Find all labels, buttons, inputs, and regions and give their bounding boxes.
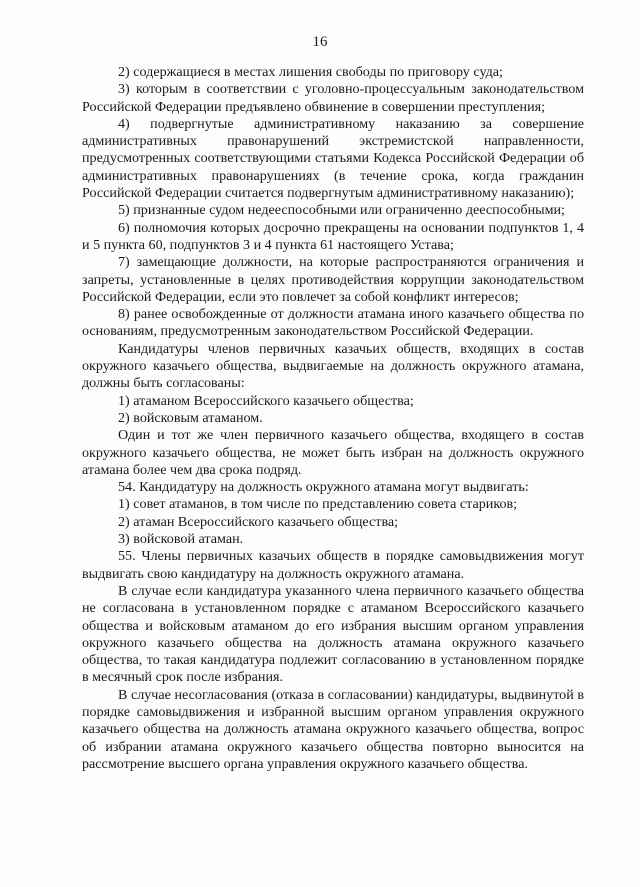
paragraph: 2) войсковым атаманом. (118, 409, 263, 426)
paragraph: 1) совет атаманов, в том числе по представлению совета стариков; (118, 496, 518, 513)
paragraph: 5) признанные судом недееспособными или ограниченно дееспособными; (118, 202, 565, 219)
paragraph: 2) содержащиеся в местах лишения свободы по приговору суда; (118, 64, 503, 80)
paragraph: 3) войсковой атаман. (118, 531, 244, 548)
paragraph: 6) полномочия которых досрочно прекращены на основании подпунктов 1, 4 и 5 пункта 60, подпунктов 3 и 4 пункта 61 настоящего Устава; (82, 219, 584, 253)
paragraph: 2) атаман Всероссийского казачьего общества; (118, 513, 399, 530)
page-number: 16 (312, 34, 328, 50)
paragraph: Один и тот же член первичного казачьего общества, входящего в состав окружного казачьего общества, не может быть избран на должность окружного атамана более чем два срока подряд. (82, 427, 584, 478)
paragraph: Кандидатуры членов первичных казачьих обществ, входящих в состав окружного казачьего общества, выдвигаемые на должность окружного атамана, должны быть согласованы: (82, 340, 584, 392)
paragraph: 1) атаманом Всероссийского казачьего общества; (118, 392, 414, 409)
paragraph: В случае несогласования (отказа в согласовании) кандидатуры, выдвинутой в порядке самовыдвижения и избранной высшим органом управления окружного казачьего общества на должность атамана окружного казачьего общества, вопрос об избрании атамана окружного казачьего общества повторно выносится на рассмотрение высшего органа управления окружного казачьего общества. (82, 686, 584, 772)
paragraph: В случае если кандидатура указанного члена первичного казачьего общества не согласована в установленном порядке с атаманом Всероссийского казачьего общества и войсковым атаманом до его избрания высшим органом управления окружного казачьего общества на должность атамана окружного казачьего общества, то такая кандидатура подлежит согласованию в установленном порядке в месячный срок после избрания. (82, 582, 584, 686)
paragraph: 3) которым в соответствии с уголовно-процессуальным законодательством Российской Федерации предъявлено обвинение в совершении преступления; (82, 81, 584, 115)
paragraph: 54. Кандидатуру на должность окружного атамана могут выдвигать: (118, 479, 529, 496)
paragraph: 55. Члены первичных казачьих обществ в порядке самовыдвижения могут выдвигать свою кандидатуру на должность окружного атамана. (82, 548, 584, 582)
document-body (82, 64, 584, 773)
paragraph: 4) подвергнутые административному наказанию за совершение административных правонарушений экстремистской направленности, предусмотренных соответствующими статьями Кодекса Российской Федерации об административных правонарушениях (в течение срока, когда гражданин Российской Федерации считается подвергнутым административному наказанию); (82, 115, 584, 202)
paragraph: 8) ранее освобожденные от должности атамана иного казачьего общества по основаниям, предусмотренным законодательством Российской Федерации. (82, 306, 584, 340)
paragraph: 7) замещающие должности, на которые распространяются ограничения и запреты, установленные в целях противодействия коррупции законодательством Российской Федерации, если это повлечет за собой конфликт интересов; (82, 254, 584, 305)
